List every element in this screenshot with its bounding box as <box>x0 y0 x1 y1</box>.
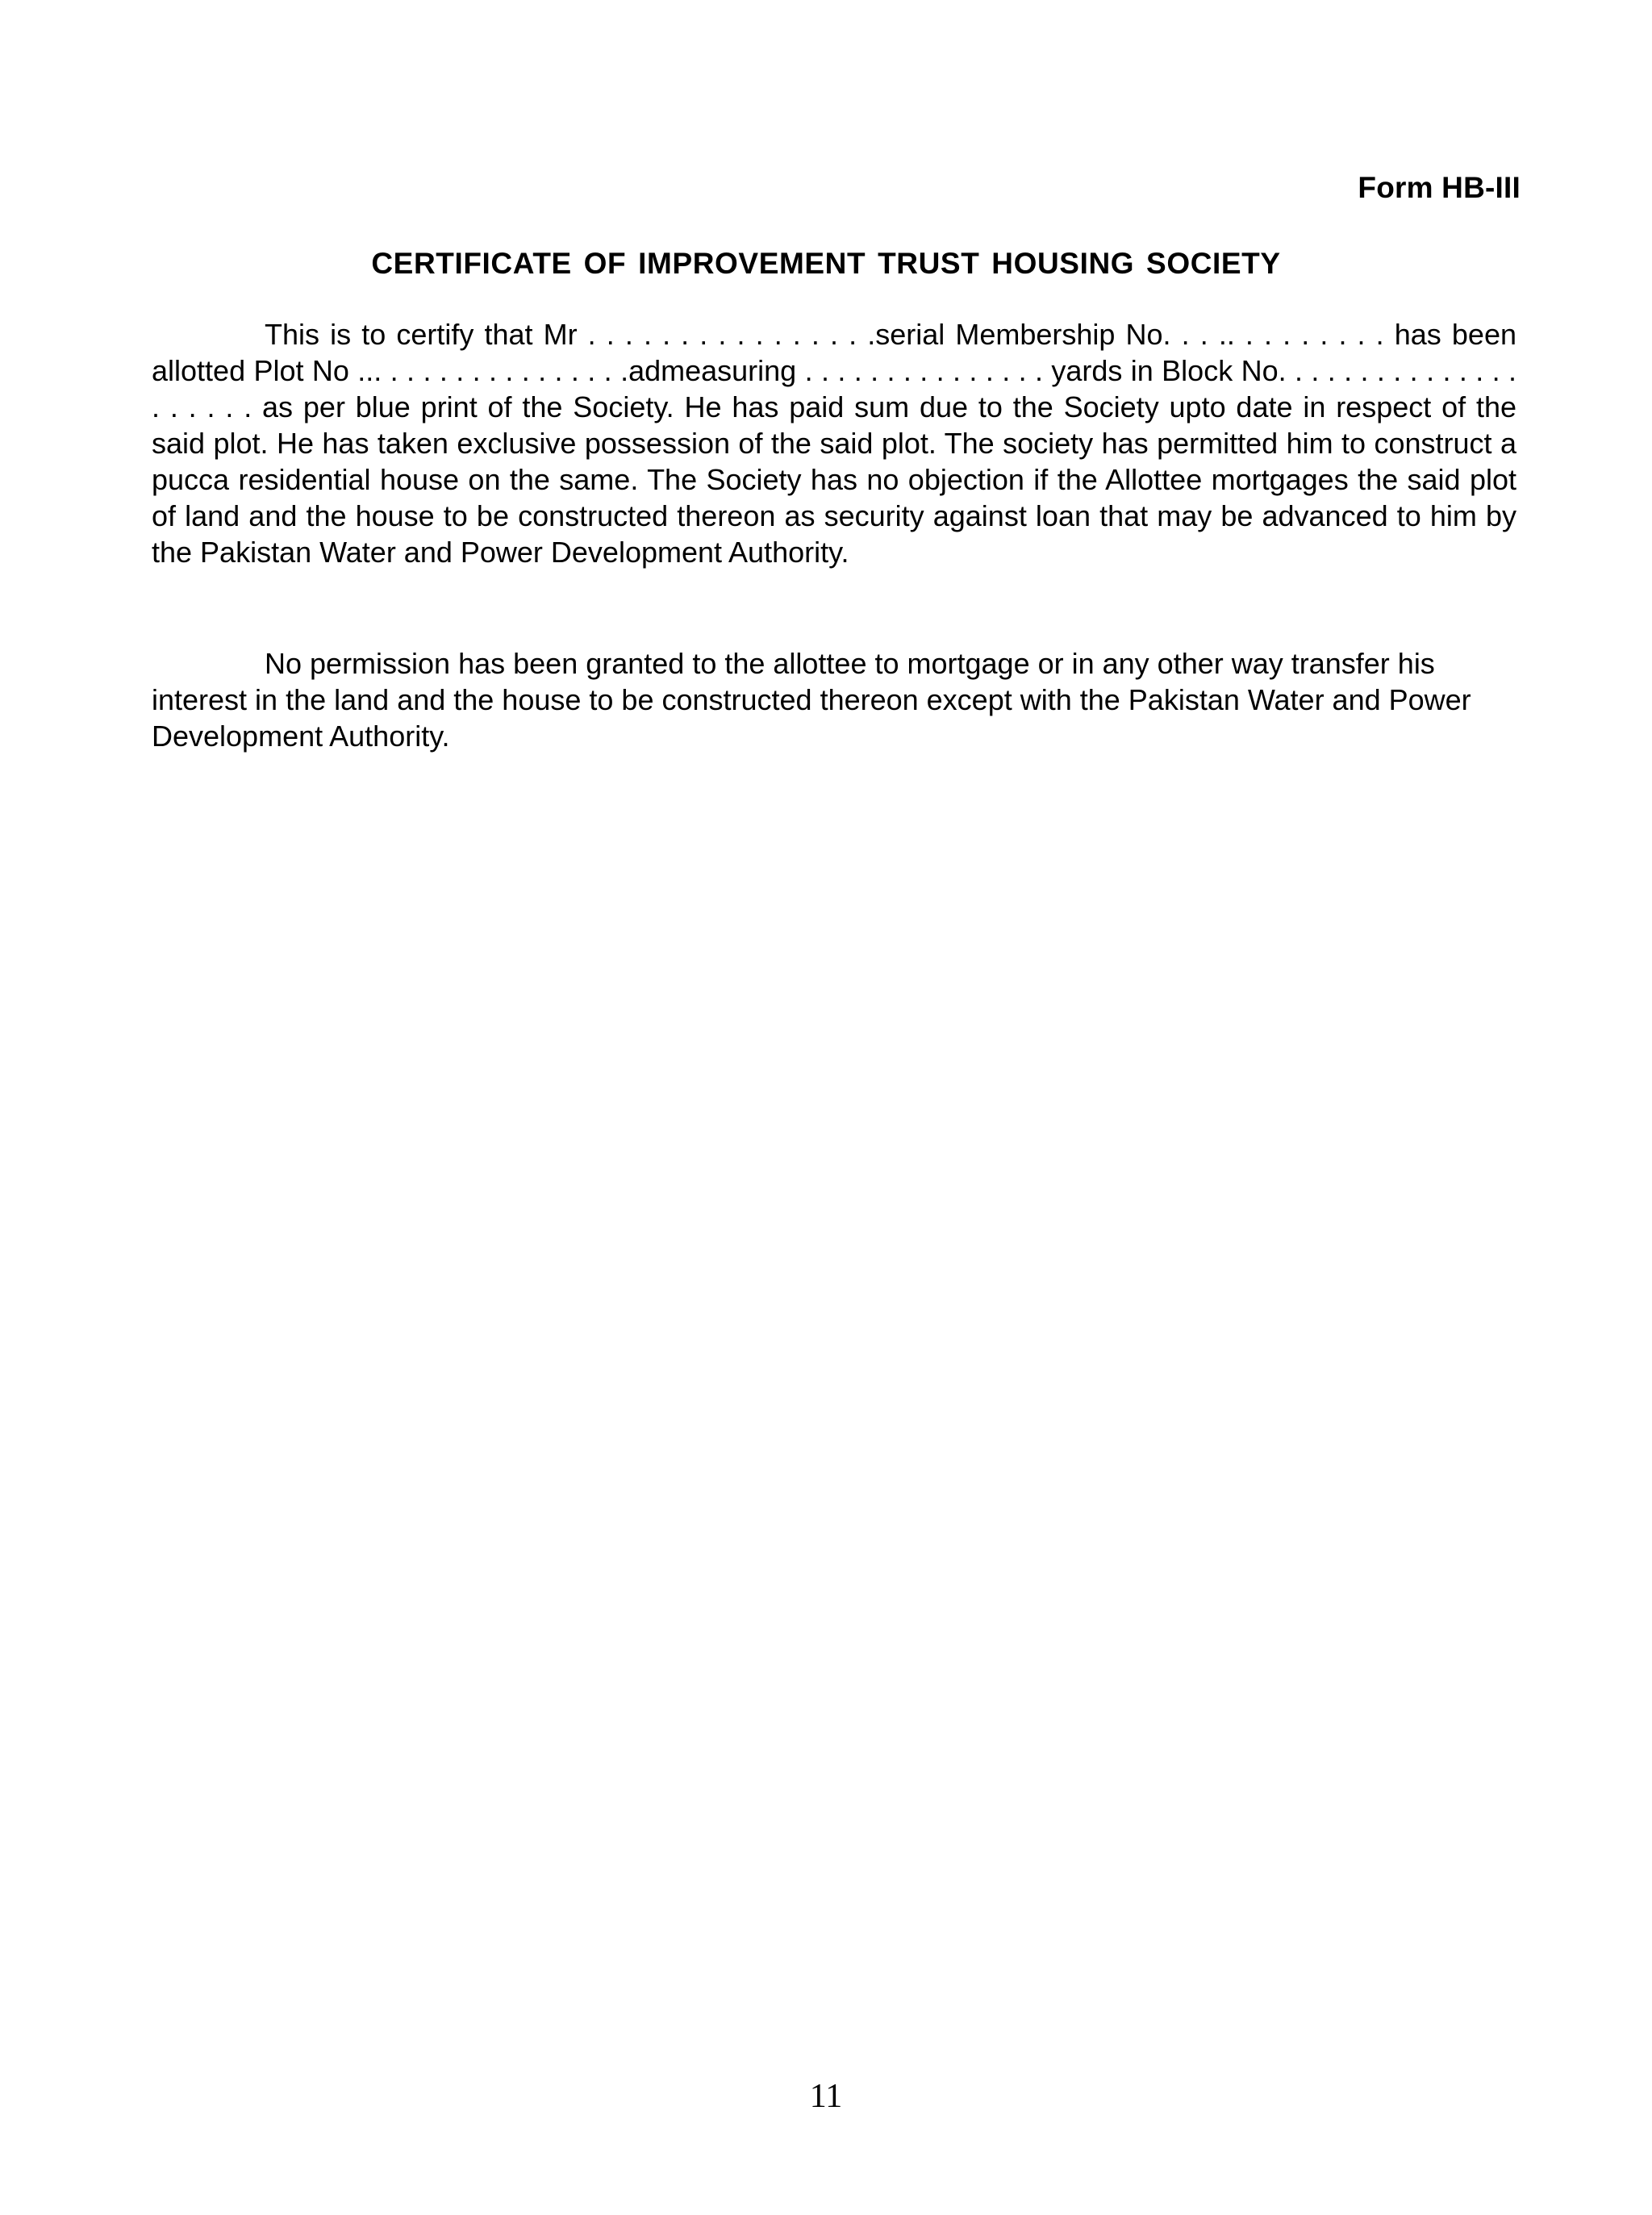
certification-paragraph: This is to certify that Mr . . . . . . . . . . . . . . . .serial Membership No. . . .. . . . . . . . . has been allotted Plot No ... . . . . . . . . . . . . . . .admeasuring . . . . . . . . . . . . . . . yards in Block No. . . . . . . . . . . . . . . . . . . . . as per blue print of the Society. He has paid sum due to the Society upto date in respect of the said plot. He has taken exclusive possession of the said plot. The society has permitted him to construct a pucca residential house on the same. The Society has no objection if the Allottee mortgages the said plot of land and the house to be constructed thereon as security against loan that may be advanced to him by the Pakistan Water and Power Development Authority. <box>152 318 1516 569</box>
permission-paragraph: No permission has been granted to the allottee to mortgage or in any other way transfer his interest in the land and the house to be constructed thereon except with the Pakistan Water and Power Development Authority. <box>152 647 1471 753</box>
certificate-title: CERTIFICATE OF IMPROVEMENT TRUST HOUSING SOCIETY <box>371 247 1281 280</box>
page-number: 11 <box>809 2078 843 2115</box>
form-number: Form HB-III <box>1358 171 1521 204</box>
